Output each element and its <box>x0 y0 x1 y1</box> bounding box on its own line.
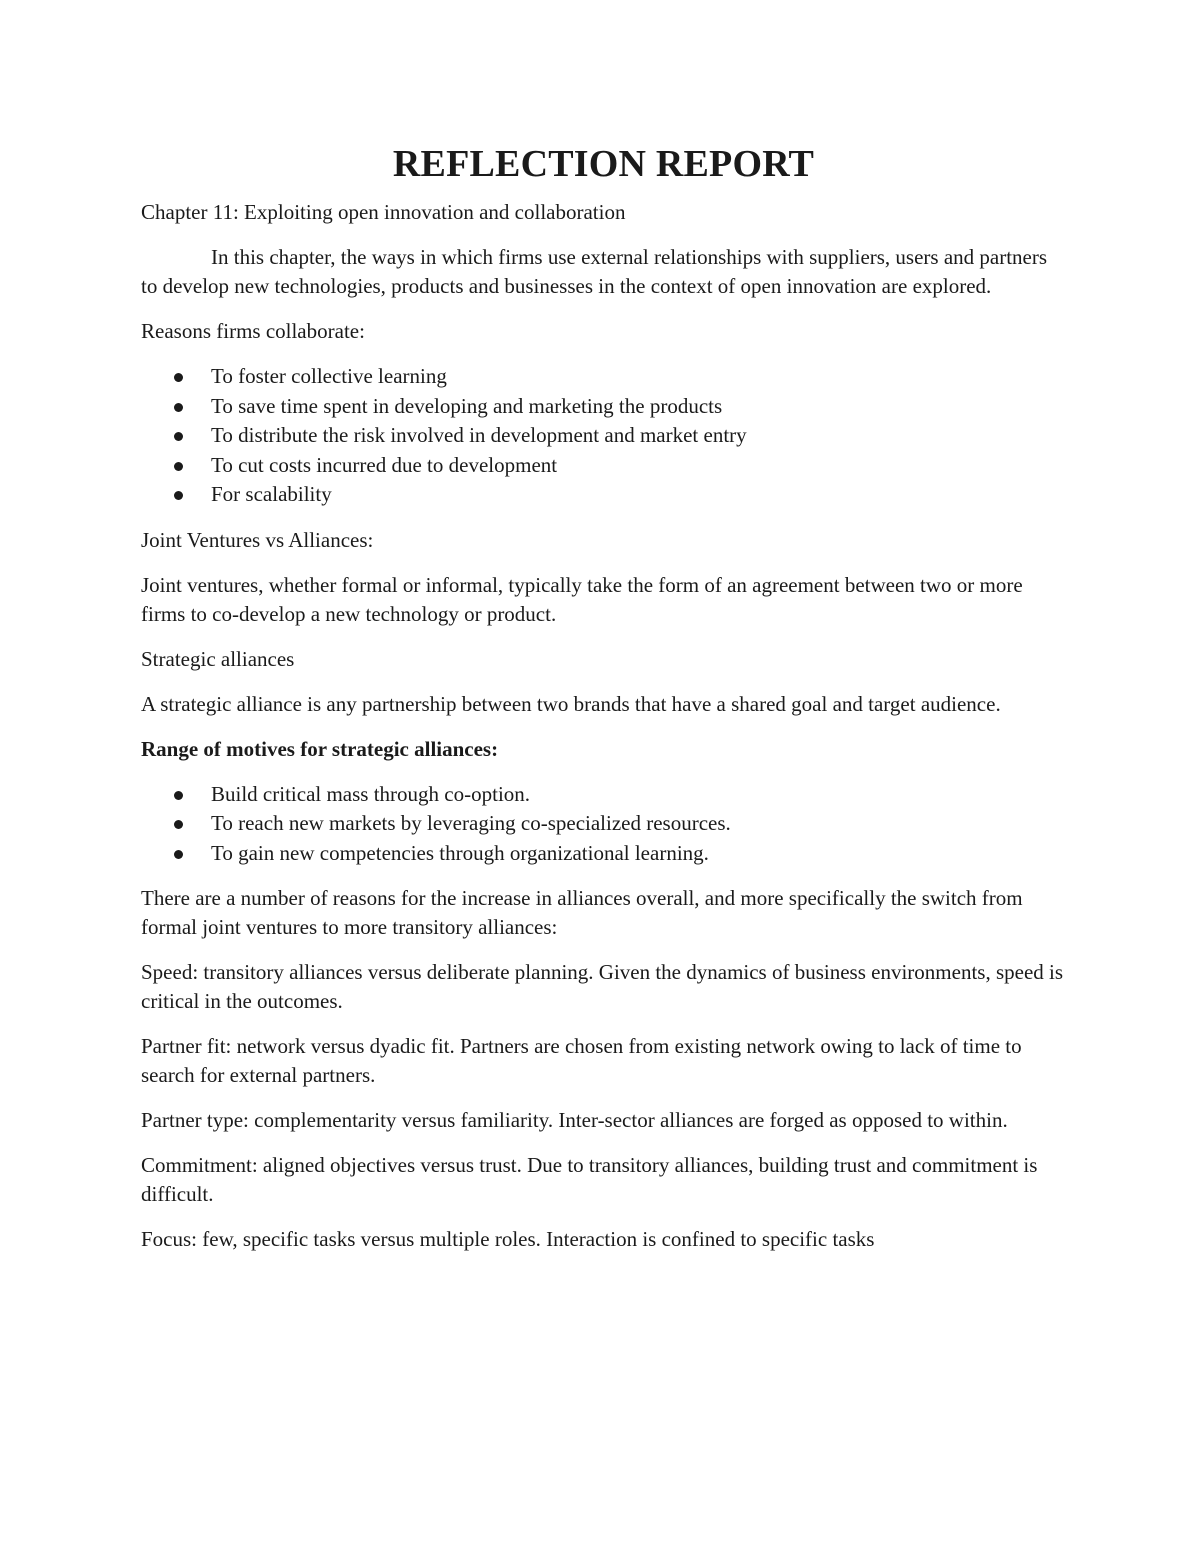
jv-paragraph: Joint ventures, whether formal or informal, typically take the form of an agreement between two or more firms to co-develop a new technology or product. <box>141 572 1023 626</box>
factor-paragraph-commitment: Commitment: aligned objectives versus trust. Due to transitory alliances, building trust and commitment is difficult. <box>141 1153 1038 1206</box>
list-item-text: To foster collective learning <box>211 364 447 388</box>
factor-paragraph-speed: Speed: transitory alliances versus deliberate planning. Given the dynamics of business environments, speed is critical in the outcomes. <box>141 960 1064 1013</box>
bullet-icon <box>174 491 183 500</box>
factor-paragraph-partner-type: Partner type: complementarity versus familiarity. Inter-sector alliances are forged as opposed to within. <box>141 1108 1008 1132</box>
bullet-icon <box>174 791 183 800</box>
increase-paragraph: There are a number of reasons for the increase in alliances overall, and more specifically the switch from formal joint ventures to more transitory alliances: <box>141 886 1023 939</box>
bullet-icon <box>174 432 183 441</box>
list-item-text: To save time spent in developing and marketing the products <box>211 393 723 418</box>
factor-paragraph-partner-fit: Partner fit: network versus dyadic fit. Partners are chosen from existing network owing to lack of time to search for external partners. <box>141 1034 1022 1087</box>
jv-heading: Joint Ventures vs Alliances: <box>141 527 374 552</box>
reasons-heading: Reasons firms collaborate: <box>141 319 365 343</box>
intro-paragraph: In this chapter, the ways in which firms use external relationships with suppliers, users and partners to develop new technologies, products and businesses in the context of open innovation are explored. <box>141 245 1048 298</box>
list-item-text: To reach new markets by leveraging co-specialized resources. <box>211 811 731 835</box>
list-item <box>141 362 1066 392</box>
bullet-icon <box>174 820 183 829</box>
sa-paragraph: A strategic alliance is any partnership between two brands that have a shared goal and target audience. <box>141 691 1001 716</box>
bullet-icon <box>174 373 183 382</box>
chapter-heading: Chapter 11: Exploiting open innovation and collaboration <box>141 200 626 224</box>
bullet-icon <box>174 850 183 859</box>
list-item-text: To gain new competencies through organizational learning. <box>211 840 709 865</box>
bullet-icon <box>174 403 183 412</box>
list-item <box>141 451 1066 481</box>
list-item <box>141 480 1066 510</box>
list-item <box>141 780 1066 810</box>
list-item <box>141 809 1066 839</box>
list-item-text: To cut costs incurred due to development <box>211 452 558 477</box>
list-item <box>141 392 1066 422</box>
sa-heading: Strategic alliances <box>141 646 295 671</box>
reasons-list <box>141 362 1066 510</box>
list-item-text: To distribute the risk involved in development and market entry <box>211 423 747 447</box>
motives-heading: Range of motives for strategic alliances: <box>141 736 499 761</box>
report-title: REFLECTION REPORT <box>392 143 815 185</box>
list-item <box>141 421 1066 451</box>
list-item-text: Build critical mass through co-option. <box>211 781 531 806</box>
bullet-icon <box>174 462 183 471</box>
list-item <box>141 839 1066 869</box>
list-item-text: For scalability <box>211 482 332 506</box>
document-page <box>141 140 1066 1270</box>
factor-paragraph-focus: Focus: few, specific tasks versus multiple roles. Interaction is confined to specific tasks <box>141 1227 875 1251</box>
motives-list <box>141 780 1066 869</box>
